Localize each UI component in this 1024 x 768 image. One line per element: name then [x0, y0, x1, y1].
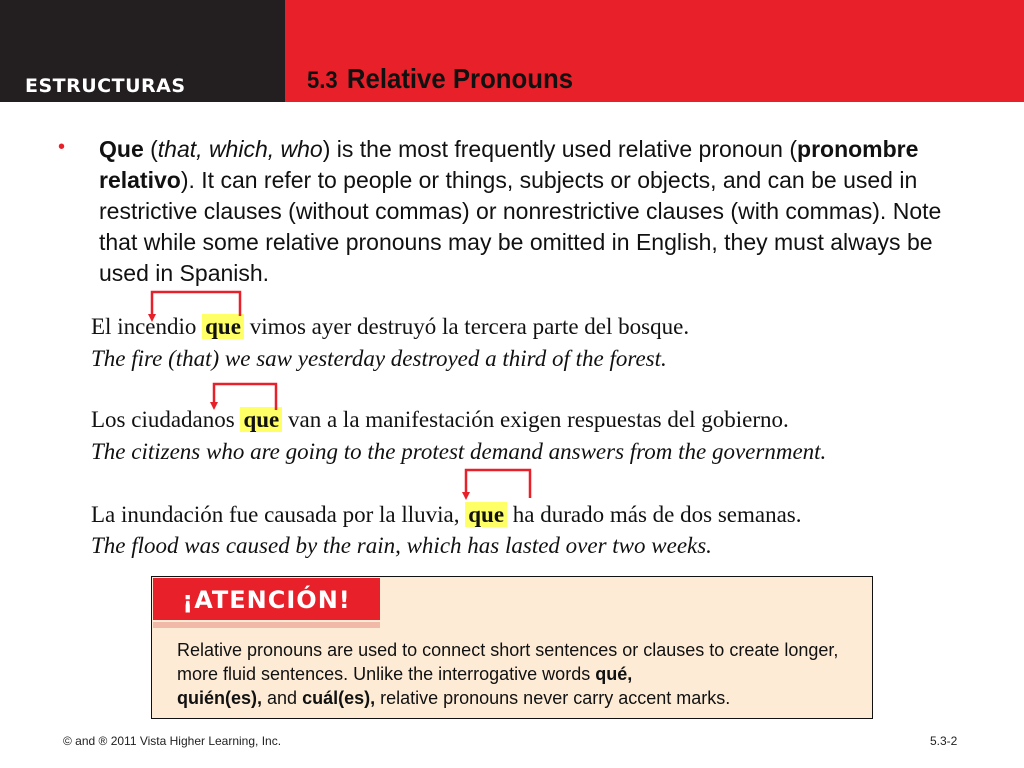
atencion-divider	[153, 622, 380, 628]
highlight-que: que	[202, 314, 244, 339]
intro-term-que: Que	[99, 136, 144, 162]
atencion-title: ¡ATENCIÓN!	[182, 586, 351, 614]
example-3-english: The flood was caused by the rain, which has lasted over two weeks.	[91, 533, 712, 558]
arrow-icon	[466, 470, 530, 498]
intro-paragraph: Que (that, which, who) is the most frequently used relative pronoun (pronombre relativo). It can refer to people or things, subjects or objects, and can be used in restrictive clauses (without commas) or nonrestrictive clauses (with commas). Note that while some relative pronouns may be omitted in English, they must always be used in Spanish.	[99, 136, 942, 286]
term-que: qué,	[595, 664, 633, 684]
term-cual: cuál(es),	[302, 688, 376, 708]
bullet-icon: •	[58, 136, 66, 158]
slide-title	[307, 63, 573, 95]
footer-page-number: 5.3-2	[930, 734, 958, 748]
highlight-que: que	[465, 502, 507, 527]
example-2-spanish: Los ciudadanos que van a la manifestación exigen respuestas del gobierno.	[91, 407, 789, 432]
title-text: Relative Pronouns	[346, 63, 574, 94]
section-label: ESTRUCTURAS	[25, 75, 186, 97]
example-3-spanish: La inundación fue causada por la lluvia, que ha durado más de dos semanas.	[91, 502, 802, 527]
intro-translation: that, which, who	[157, 136, 323, 162]
intro-term-pronombre: pronombre relativo	[99, 136, 919, 193]
example-1-spanish: El incendio que vimos ayer destruyó la tercera parte del bosque.	[91, 314, 690, 339]
atencion-text: Relative pronouns are used to connect short sentences or clauses to create longer, more fluid sentences. Unlike the interrogative words qué, quién(es), and cuál(es), relative pronouns never carry accent marks.	[177, 640, 839, 708]
example-1-english: The fire (that) we saw yesterday destroyed a third of the forest.	[91, 346, 667, 371]
example-2-english: The citizens who are going to the protest demand answers from the government.	[91, 439, 827, 464]
section-number: 5.3	[307, 67, 338, 94]
term-quien: quién(es),	[177, 688, 263, 708]
highlight-que: que	[240, 407, 282, 432]
footer-copyright: © and ® 2011 Vista Higher Learning, Inc.	[63, 734, 282, 748]
